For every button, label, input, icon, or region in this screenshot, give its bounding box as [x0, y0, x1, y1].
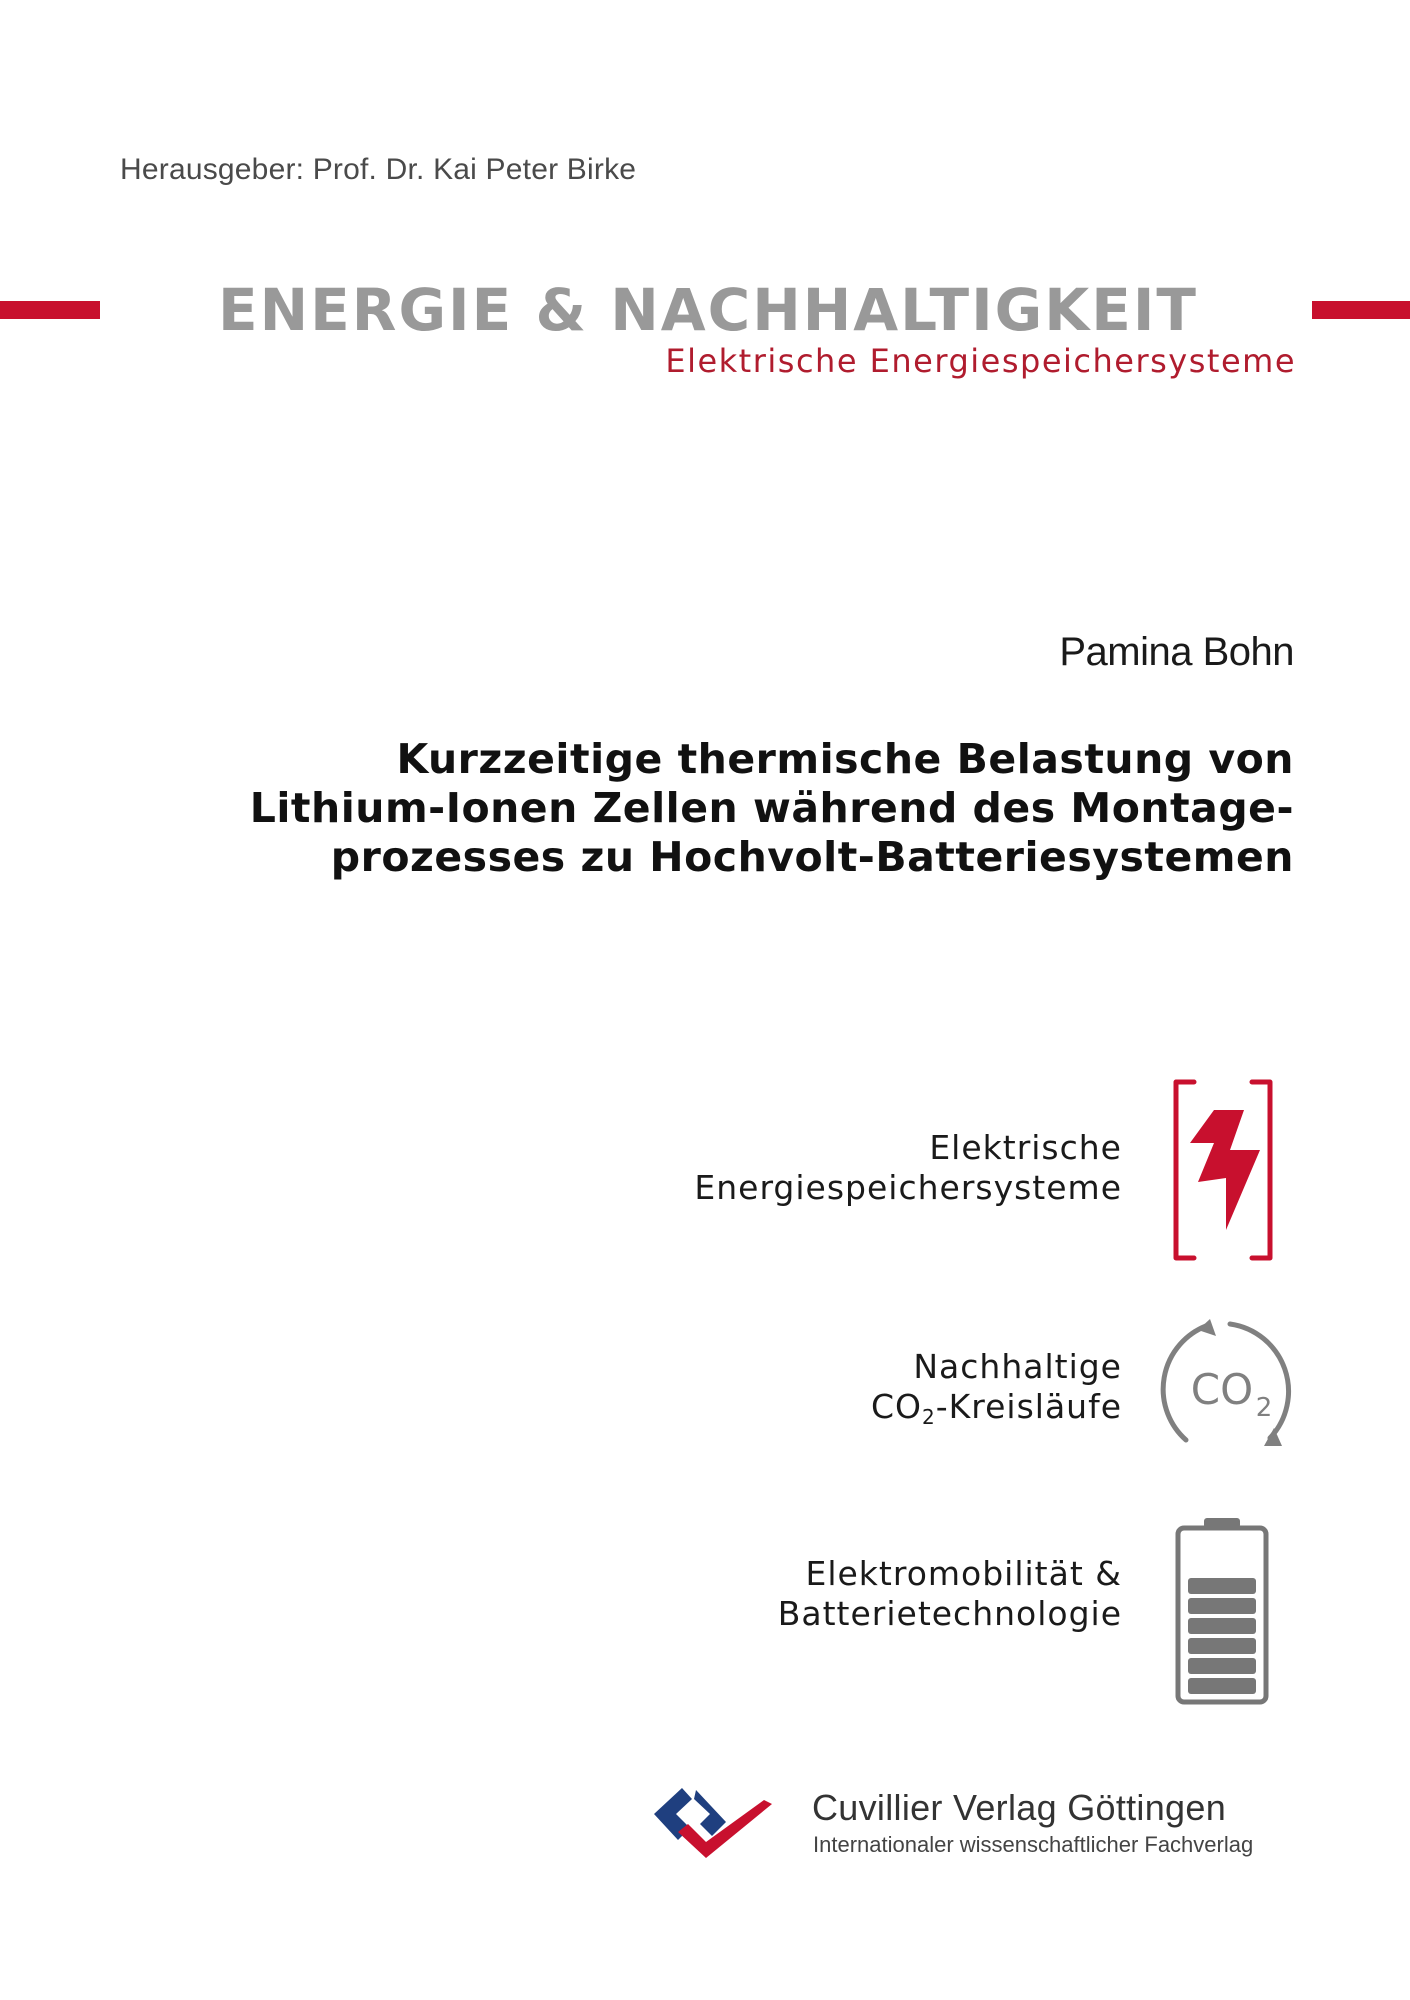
topic-line	[871, 1387, 1122, 1437]
topic-line: Elektromobilität &	[805, 1554, 1122, 1593]
battery-icon	[1172, 1516, 1272, 1706]
kreislaeufe-text: -Kreisläufe	[935, 1387, 1122, 1426]
lightning-battery-icon	[1170, 1078, 1276, 1262]
topic-co2-cycles	[871, 1347, 1122, 1437]
publisher-name: Cuvillier Verlag Göttingen	[812, 1787, 1227, 1828]
co2-cycle-icon	[1150, 1316, 1300, 1464]
series-bar-left	[0, 301, 100, 319]
author-name: Pamina Bohn	[1059, 630, 1294, 674]
series-subtitle: Elektrische Energiespeichersysteme	[665, 342, 1296, 380]
book-title-line: Kurzzeitige thermische Belastung von	[396, 735, 1294, 783]
co2-text: CO	[870, 1387, 922, 1426]
book-title-line: Lithium-Ionen Zellen während des Montage-	[249, 784, 1294, 832]
series-bar-right	[1312, 301, 1410, 319]
co2-subscript: 2	[921, 1405, 936, 1429]
cuvillier-logo	[648, 1782, 776, 1862]
publisher-subtitle: Internationaler wissenschaftlicher Fachverlag	[813, 1832, 1254, 1857]
book-title	[250, 735, 1294, 882]
topic-line: Energiespeichersysteme	[694, 1168, 1122, 1207]
topic-line: Elektrische	[929, 1128, 1122, 1167]
topic-electromobility	[778, 1554, 1122, 1634]
series-editor: Herausgeber: Prof. Dr. Kai Peter Birke	[120, 153, 637, 186]
co2-icon-subscript: 2	[1255, 1393, 1273, 1423]
book-title-line: prozesses zu Hochvolt-Batteriesystemen	[330, 833, 1294, 881]
topic-line: Nachhaltige	[913, 1347, 1122, 1386]
topic-energy-storage	[694, 1128, 1122, 1208]
co2-icon-text: CO	[1190, 1365, 1254, 1414]
series-title: ENERGIE & NACHHALTIGKEIT	[218, 276, 1198, 344]
topic-line: Batterietechnologie	[777, 1594, 1122, 1633]
